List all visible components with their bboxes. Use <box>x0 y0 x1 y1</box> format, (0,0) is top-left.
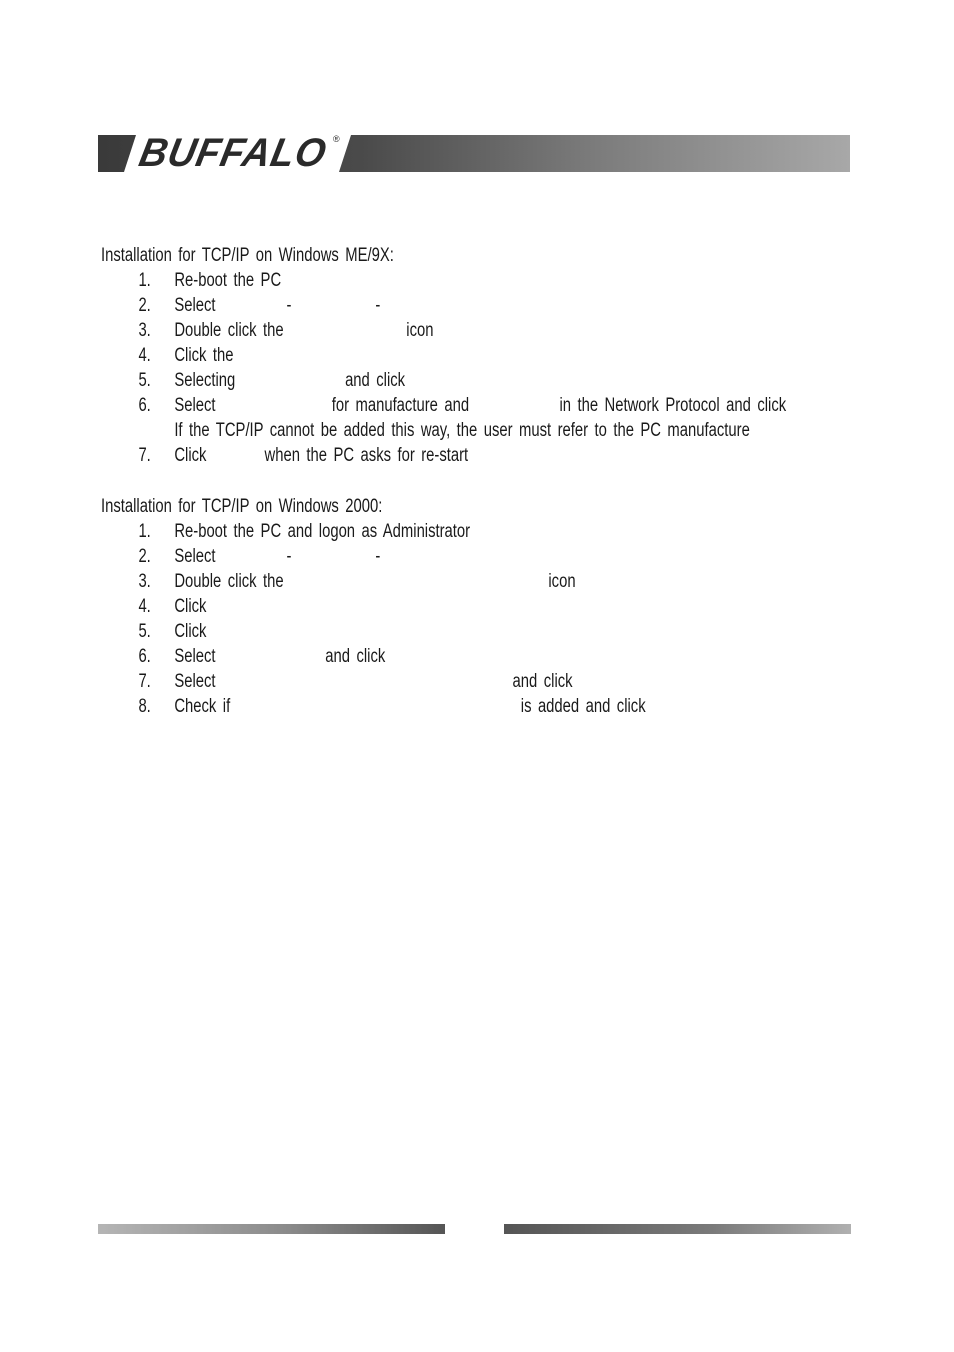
step-item <box>101 268 694 293</box>
step-number: 2. <box>138 546 151 567</box>
step-text: Select and click <box>174 646 386 667</box>
step-number: 2. <box>138 295 151 316</box>
step-number: 8. <box>138 696 151 717</box>
registered-mark: ® <box>333 134 340 144</box>
step-text: Click <box>174 621 207 642</box>
section-windows-me-9x <box>101 243 861 468</box>
step-number: 4. <box>138 596 151 617</box>
step-item <box>101 569 694 594</box>
step-number: 6. <box>138 395 151 416</box>
step-text: Click <box>174 596 207 617</box>
step-number: 5. <box>138 370 151 391</box>
step-item <box>101 669 694 694</box>
step-item <box>101 694 694 719</box>
step-text: If the TCP/IP cannot be added this way, the user must refer to the PC manufacture <box>174 420 750 441</box>
step-number: 7. <box>138 671 151 692</box>
section-heading: Installation for TCP/IP on Windows ME/9X: <box>101 245 394 266</box>
step-number: 5. <box>138 621 151 642</box>
step-text: Check if is added and click <box>174 696 646 717</box>
step-number: 6. <box>138 646 151 667</box>
step-item <box>101 519 694 544</box>
step-item <box>101 619 694 644</box>
step-text: Re-boot the PC <box>174 270 282 291</box>
section-windows-2000 <box>101 494 861 719</box>
step-item <box>101 594 694 619</box>
step-item <box>101 393 787 418</box>
footer-bar-left <box>98 1224 445 1234</box>
step-item <box>101 443 694 468</box>
step-item <box>101 544 694 569</box>
step-continuation <box>101 418 750 443</box>
step-item <box>101 343 694 368</box>
step-text: Click the <box>174 345 234 366</box>
step-text: Double click the icon <box>174 571 576 592</box>
step-list <box>101 268 861 468</box>
step-text: Select - - <box>174 546 381 567</box>
step-item <box>101 318 694 343</box>
step-number: 1. <box>138 270 151 291</box>
step-text: Select for manufacture and in the Network Protocol and click <box>174 395 787 416</box>
step-item <box>101 368 694 393</box>
step-text: Double click the icon <box>174 320 434 341</box>
step-text: Re-boot the PC and logon as Administrator <box>174 521 471 542</box>
step-number: 3. <box>138 571 151 592</box>
step-text: Selecting and click <box>174 370 406 391</box>
step-number: 3. <box>138 320 151 341</box>
step-item <box>101 644 694 669</box>
step-number: 4. <box>138 345 151 366</box>
step-item <box>101 293 694 318</box>
section-heading: Installation for TCP/IP on Windows 2000: <box>101 496 383 517</box>
step-list <box>101 519 861 719</box>
step-text: Select and click <box>174 671 573 692</box>
step-text: Select - - <box>174 295 381 316</box>
step-text: Click when the PC asks for re-start <box>174 445 469 466</box>
step-number: 7. <box>138 445 151 466</box>
buffalo-logo: BUFFALO <box>135 131 331 175</box>
step-number: 1. <box>138 521 151 542</box>
footer-bar-right <box>504 1224 851 1234</box>
